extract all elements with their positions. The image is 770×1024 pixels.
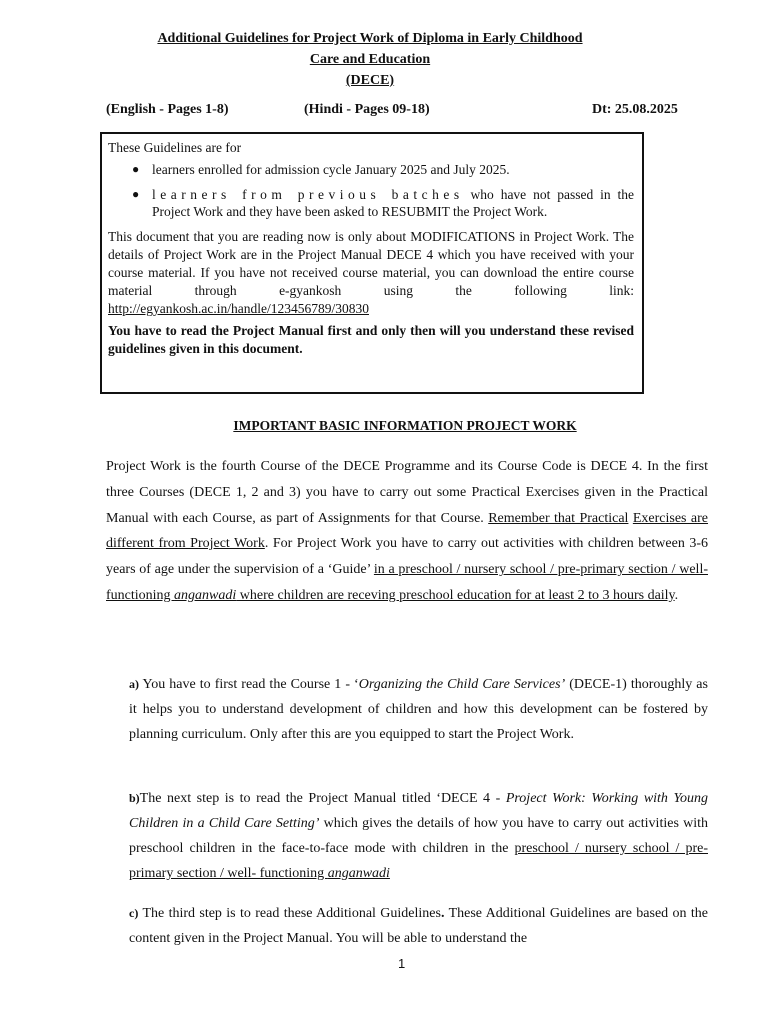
step-text: (DECE-1) thoroughly as it helps you to understand development of children and how this development can be fostered by planning curriculum. Only after this are you equipped to start the Project Work. <box>129 677 708 742</box>
step-label: a) <box>129 677 139 691</box>
underlined-italic-text: anganwadi <box>327 866 390 881</box>
step-text: which gives the details of how you have to carry out activities with preschool children in the face-to-face mode with children in the <box>129 816 709 856</box>
underlined-text: preschool / nursery school / pre-primary section / well- functioning <box>129 841 708 881</box>
notice-bullet-list <box>108 161 634 220</box>
egyankosh-link[interactable]: http://egyankosh.ac.in/handle/123456789/30830 <box>108 301 369 316</box>
step-italic-text: Organizing the Child Care Services’ <box>358 677 566 692</box>
notice-bullet-text: who have not passed in the Project Work and they have been asked to RESUBMIT the Project Work. <box>152 187 635 219</box>
guidelines-notice-box <box>100 132 644 394</box>
main-text: . <box>674 587 679 603</box>
bullet-icon: ● <box>132 187 140 201</box>
bullet-icon: ● <box>132 162 140 176</box>
notice-bullet-item <box>108 161 634 178</box>
notice-paragraph <box>108 228 634 318</box>
main-paragraph <box>106 454 708 609</box>
notice-paragraph-text: This document that you are reading now is only about MODIFICATIONS in Project Work. The details of Project Work are in the Project Manual DECE 4 which you have received with your course material. If you have not received course material, you can download the entire course material through e-gyankosh using the following link: <box>108 229 634 298</box>
notice-bullet-item <box>108 186 634 220</box>
main-text: Project Work is the fourth Course of the DECE Programme and its Course Code is DECE 4. In the first three Courses (DECE 1, 2 and 3) you have to carry out some Practical Exercises given in the Practical Manual with each Course, as part of Assignments for that Course. <box>106 459 708 526</box>
notice-bold-instruction: You have to read the Project Manual first and only then will you understand these revised guidelines given in this document. <box>108 323 634 356</box>
step-bold-dot: . <box>440 906 445 921</box>
document-title-line-2: Care and Education <box>309 52 431 67</box>
step-label: b) <box>129 791 140 805</box>
underlined-text: in a preschool / nursery school / pre-primary section / well-functioning <box>106 562 708 603</box>
step-label: c) <box>129 906 139 920</box>
english-pages-label: (English - Pages 1-8) <box>106 102 229 117</box>
step-italic-text: Project Work: Working with Young Children in a Child Care Setting’ <box>129 791 708 831</box>
document-title-line-3: (DECE) <box>345 73 395 88</box>
underlined-text: different from Project Work <box>106 536 265 552</box>
hindi-pages-label: (Hindi - Pages 09-18) <box>304 102 430 117</box>
section-heading: IMPORTANT BASIC INFORMATION PROJECT WORK <box>233 418 577 433</box>
main-text: . For Project Work you have to carry out activities with children between 3-6 years of age under the supervision of a ‘Guide’ <box>106 536 709 578</box>
underlined-text: Exercises are <box>632 510 709 526</box>
step-text: The next step is to read the Project Manual titled ‘DECE 4 - <box>139 791 506 806</box>
step-text: The third step is to read these Additional Guidelines <box>138 906 441 921</box>
underlined-text: Remember that Practical <box>488 510 629 526</box>
step-item-b <box>129 786 708 886</box>
underlined-italic-text: anganwadi <box>174 587 237 603</box>
document-date: Dt: 25.08.2025 <box>592 102 678 117</box>
notice-bullet-text: learners enrolled for admission cycle January 2025 and July 2025. <box>152 162 510 177</box>
notice-intro: These Guidelines are for <box>108 140 242 155</box>
page-number: 1 <box>398 956 406 971</box>
document-title-line-1: Additional Guidelines for Project Work of Diploma in Early Childhood <box>157 31 583 46</box>
step-text: You have to first read the Course 1 - ‘ <box>139 677 359 692</box>
step-item-c <box>129 901 708 951</box>
step-item-a <box>129 672 708 747</box>
underlined-text: where children are receving preschool education for at least 2 to 3 hours daily <box>236 587 675 603</box>
notice-bullet-spaced-text: learners from previous batches <box>152 187 464 202</box>
step-text: These Additional Guidelines are based on the content given in the Project Manual. You will be able to understand the <box>129 906 708 946</box>
